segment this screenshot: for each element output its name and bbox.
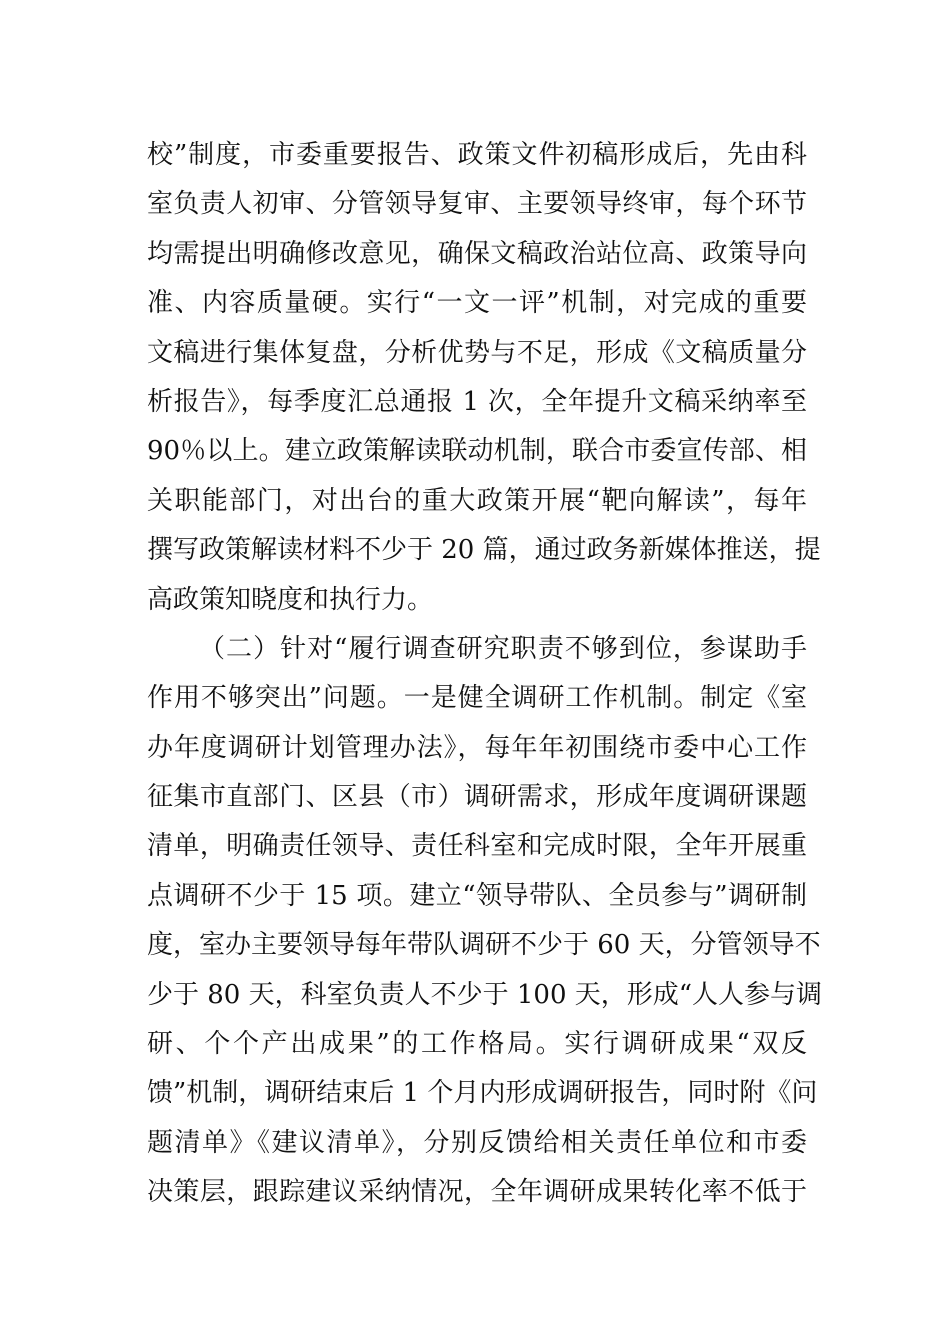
text-line: 撰写政策解读材料不少于 20 篇，通过政务新媒体推送，提 <box>147 535 821 566</box>
text-line: 高政策知晓度和执行力。 <box>147 584 434 615</box>
text-line: 馈”机制，调研结束后 1 个月内形成调研报告，同时附《问 <box>147 1078 818 1109</box>
text-line: 均需提出明确修改意见，确保文稿政治站位高、政策导向 <box>147 238 807 269</box>
body-text <box>147 131 823 1218</box>
text-line: 办年度调研计划管理办法》，每年年初围绕市委中心工作 <box>147 732 807 763</box>
text-line: 90％以上。建立政策解读联动机制，联合市委宣传部、相 <box>147 436 807 467</box>
text-line: 准、内容质量硬。实行“一文一评”机制，对完成的重要 <box>147 288 807 319</box>
text-line: 度，室办主要领导每年带队调研不少于 60 天，分管领导不 <box>147 930 821 961</box>
text-line: 少于 80 天，科室负责人不少于 100 天，形成“人人参与调 <box>147 979 823 1010</box>
text-line: 文稿进行集体复盘，分析优势与不足，形成《文稿质量分 <box>147 337 807 368</box>
text-line: 研、个个产出成果”的工作格局。实行调研成果“双反 <box>147 1029 807 1060</box>
text-line: 决策层，跟踪建议采纳情况，全年调研成果转化率不低于 <box>147 1177 807 1208</box>
text-line: 关职能部门，对出台的重大政策开展“靶向解读”，每年 <box>147 485 807 516</box>
text-line: 点调研不少于 15 项。建立“领导带队、全员参与”调研制 <box>147 880 807 911</box>
text-line: 清单，明确责任领导、责任科室和完成时限，全年开展重 <box>147 831 807 862</box>
text-line: 析报告》，每季度汇总通报 1 次，全年提升文稿采纳率至 <box>147 386 807 417</box>
section-heading-line: （二）针对“履行调查研究职责不够到位，参谋助手 <box>199 633 807 664</box>
text-line: 校”制度，市委重要报告、政策文件初稿形成后，先由科 <box>147 140 807 170</box>
text-line: 作用不够突出”问题。一是健全调研工作机制。制定《室 <box>147 683 807 714</box>
text-line: 室负责人初审、分管领导复审、主要领导终审，每个环节 <box>147 189 807 220</box>
text-line: 征集市直部门、区县（市）调研需求，形成年度调研课题 <box>147 782 807 813</box>
text-line: 题清单》《建议清单》，分别反馈给相关责任单位和市委 <box>147 1127 807 1158</box>
